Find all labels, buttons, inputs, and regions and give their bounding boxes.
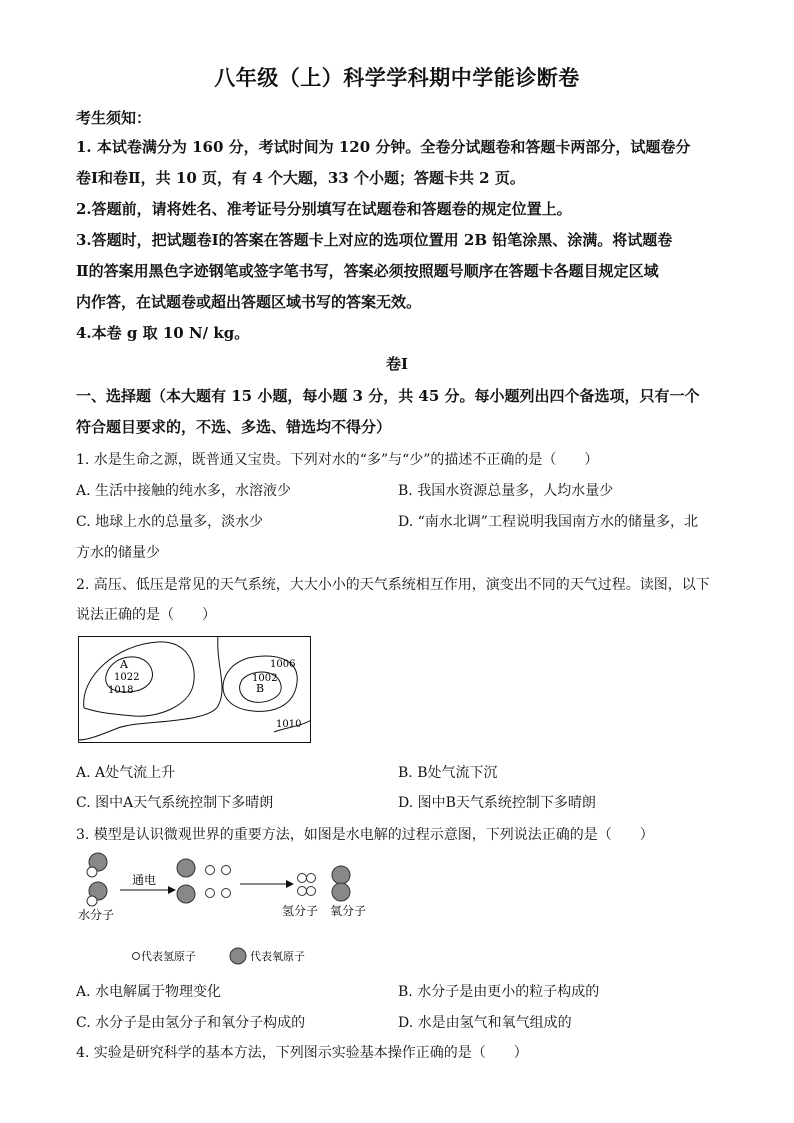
notice-heading: 考生须知： bbox=[76, 109, 152, 127]
q3-option-c: C. 水分子是由氢分子和氧分子构成的 bbox=[76, 1015, 306, 1031]
q1-option-c: C. 地球上水的总量多，淡水少 bbox=[76, 514, 264, 530]
notice-line-5: Ⅱ的答案用黑色字迹钢笔或签字笔书写，答案必须按照题号顺序在答题卡各题目规定区域 bbox=[76, 262, 659, 280]
notice-line-2: 卷Ⅰ和卷Ⅱ，共 10 页，有 4 个大题，33 个小题；答题卡共 2 页。 bbox=[76, 169, 525, 187]
water-molecule-label: 水分子 bbox=[78, 908, 115, 922]
legend-oxygen-icon bbox=[230, 948, 246, 964]
legend-hydrogen-icon bbox=[133, 953, 140, 960]
notice-line-4: 3.答题时，把试题卷Ⅰ的答案在答题卡上对应的选项位置用 2B 铅笔涂黑、涂满。将试题卷 bbox=[76, 231, 673, 249]
hydrogen-atom bbox=[298, 887, 307, 896]
label-b: B bbox=[256, 682, 265, 695]
arrow-head-icon bbox=[286, 880, 294, 888]
part1-heading-line-2: 符合题目要求的，不选、多选、错选均不得分） bbox=[76, 418, 392, 436]
water-molecule-top bbox=[87, 853, 107, 877]
q2-option-c: C. 图中A天气系统控制下多晴朗 bbox=[76, 795, 274, 811]
oxygen-molecule-label: 氧分子 bbox=[330, 904, 367, 918]
notice-line-7: 4.本卷 g 取 10 N/ kg。 bbox=[76, 324, 250, 342]
hydrogen-molecule-label: 氢分子 bbox=[282, 904, 319, 918]
hydrogen-atom bbox=[298, 874, 307, 883]
q1-option-a: A. 生活中接触的纯水多，水溶液少 bbox=[76, 483, 292, 499]
q3-stem: 3. 模型是认识微观世界的重要方法，如图是水电解的过程示意图，下列说法正确的是（ ） bbox=[76, 827, 654, 843]
q2-option-d: D. 图中B天气系统控制下多晴朗 bbox=[398, 795, 596, 811]
hydrogen-atom bbox=[222, 889, 231, 898]
q1-option-d-cont: 方水的储量少 bbox=[76, 545, 160, 561]
hydrogen-atom bbox=[307, 874, 316, 883]
q1-stem: 1. 水是生命之源，既普通又宝贵。下列对水的“多”与“少”的描述不正确的是（ ） bbox=[76, 452, 599, 468]
arrow-head-icon bbox=[168, 886, 176, 894]
legend-hydrogen-label: 代表氢原子 bbox=[141, 950, 196, 963]
page-title: 八年级（上）科学学科期中学能诊断卷 bbox=[214, 65, 580, 90]
notice-line-1: 1. 本试卷满分为 160 分，考试时间为 120 分钟。全卷分试题卷和答题卡两部分，试题卷分 bbox=[76, 138, 691, 156]
q3-option-a: A. 水电解属于物理变化 bbox=[76, 984, 222, 1000]
label-1006: 1006 bbox=[270, 659, 296, 670]
notice-line-6: 内作答，在试题卷或超出答题区域书写的答案无效。 bbox=[76, 293, 422, 311]
label-1018: 1018 bbox=[108, 685, 134, 696]
oxygen-atom bbox=[177, 859, 195, 877]
water-electrolysis-diagram bbox=[74, 848, 394, 966]
isobar-weather-map bbox=[78, 636, 312, 744]
water-molecule-bottom bbox=[87, 882, 107, 906]
q3-option-b: B. 水分子是由更小的粒子构成的 bbox=[398, 984, 600, 1000]
label-1002: 1002 bbox=[252, 673, 278, 684]
q3-option-d: D. 水是由氢气和氧气组成的 bbox=[398, 1015, 572, 1031]
q2-option-b: B. B处气流下沉 bbox=[398, 765, 498, 781]
label-1010: 1010 bbox=[276, 719, 302, 730]
part1-heading-line-1: 一、选择题（本大题有 15 小题，每小题 3 分，共 45 分。每小题列出四个备选项，只有一个 bbox=[76, 387, 700, 405]
isobar-outer-line bbox=[78, 636, 222, 740]
legend-oxygen-label: 代表氧原子 bbox=[250, 950, 305, 963]
oxygen-atom bbox=[332, 883, 350, 901]
label-a: A bbox=[120, 658, 128, 671]
hydrogen-atom bbox=[222, 866, 231, 875]
oxygen-atom bbox=[177, 885, 195, 903]
hydrogen-atom bbox=[206, 866, 215, 875]
hydrogen-atom bbox=[307, 887, 316, 896]
notice-line-3: 2.答题前，请将姓名、准考证号分别填写在试题卷和答题卷的规定位置上。 bbox=[76, 200, 572, 218]
label-1022: 1022 bbox=[114, 672, 140, 683]
q2-option-a: A. A处气流上升 bbox=[76, 765, 176, 781]
electrify-label: 通电 bbox=[132, 873, 157, 887]
q1-option-b: B. 我国水资源总量多，人均水量少 bbox=[398, 483, 614, 499]
q4-stem: 4. 实验是研究科学的基本方法，下列图示实验基本操作正确的是（ ） bbox=[76, 1045, 528, 1061]
oxygen-atom bbox=[332, 866, 350, 884]
hydrogen-atom bbox=[206, 889, 215, 898]
q2-stem-line-2: 说法正确的是（ ） bbox=[76, 607, 216, 623]
q2-stem-line-1: 2. 高压、低压是常见的天气系统，大大小小的天气系统相互作用，演变出不同的天气过程。读图，以下 bbox=[76, 577, 710, 593]
q1-option-d: D. “南水北调”工程说明我国南方水的储量多，北 bbox=[398, 514, 698, 530]
section-label: 卷Ⅰ bbox=[385, 355, 409, 373]
